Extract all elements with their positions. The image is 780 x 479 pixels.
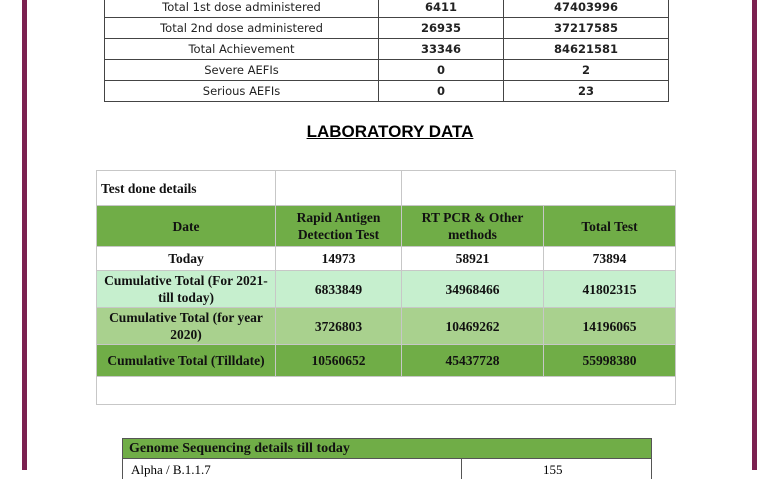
- laboratory-table: [96, 170, 676, 405]
- empty-row: [97, 377, 676, 405]
- column-header-rtpcr: RT PCR & Other methods: [402, 206, 544, 247]
- row-label: Serious AEFIs: [105, 81, 379, 102]
- total-value: 47403996: [504, 0, 669, 18]
- today-value: 26935: [379, 18, 504, 39]
- today-value: 0: [379, 60, 504, 81]
- page-border-left: [22, 0, 27, 470]
- column-divider: [461, 459, 462, 479]
- table-row: [97, 271, 676, 308]
- total-value: 73894: [544, 247, 676, 271]
- rapid-value: 3726803: [276, 308, 402, 345]
- section-label: Test done details: [97, 171, 276, 206]
- table-row: [97, 247, 676, 271]
- rtpcr-value: 34968466: [402, 271, 544, 308]
- row-label: Total 1st dose administered: [105, 0, 379, 18]
- rapid-value: 14973: [276, 247, 402, 271]
- table-row: [97, 345, 676, 377]
- row-label: Today: [97, 247, 276, 271]
- genome-title: Genome Sequencing details till today: [122, 438, 652, 459]
- total-value: 84621581: [504, 39, 669, 60]
- genome-sequencing-panel: [122, 438, 652, 479]
- table-row: [122, 459, 652, 479]
- header-row: [97, 206, 676, 247]
- vaccination-table: [104, 0, 669, 102]
- table-row: [105, 18, 669, 39]
- table-row: [105, 0, 669, 18]
- today-value: 6411: [379, 0, 504, 18]
- table-row: [105, 60, 669, 81]
- row-label: Total Achievement: [105, 39, 379, 60]
- rtpcr-value: 10469262: [402, 308, 544, 345]
- row-label: Total 2nd dose administered: [105, 18, 379, 39]
- page-border-right: [752, 0, 757, 470]
- variant-count: 155: [543, 462, 563, 477]
- row-label: Cumulative Total (Tilldate): [97, 345, 276, 377]
- variant-name: Alpha / B.1.1.7: [131, 462, 211, 477]
- rtpcr-value: 58921: [402, 247, 544, 271]
- total-value: 23: [504, 81, 669, 102]
- rapid-value: 10560652: [276, 345, 402, 377]
- column-header-rapid: Rapid Antigen Detection Test: [276, 206, 402, 247]
- total-value: 37217585: [504, 18, 669, 39]
- section-row: [97, 171, 676, 206]
- row-label: Cumulative Total (For 2021- till today): [97, 271, 276, 308]
- today-value: 33346: [379, 39, 504, 60]
- rapid-value: 6833849: [276, 271, 402, 308]
- total-value: 14196065: [544, 308, 676, 345]
- total-value: 2: [504, 60, 669, 81]
- row-label: Severe AEFIs: [105, 60, 379, 81]
- total-value: 41802315: [544, 271, 676, 308]
- column-header-total: Total Test: [544, 206, 676, 247]
- column-header-date: Date: [97, 206, 276, 247]
- rtpcr-value: 45437728: [402, 345, 544, 377]
- table-row: [97, 308, 676, 345]
- row-label: Cumulative Total (for year 2020): [97, 308, 276, 345]
- laboratory-data-heading: LABORATORY DATA: [306, 122, 474, 141]
- table-row: [105, 39, 669, 60]
- today-value: 0: [379, 81, 504, 102]
- total-value: 55998380: [544, 345, 676, 377]
- table-row: [105, 81, 669, 102]
